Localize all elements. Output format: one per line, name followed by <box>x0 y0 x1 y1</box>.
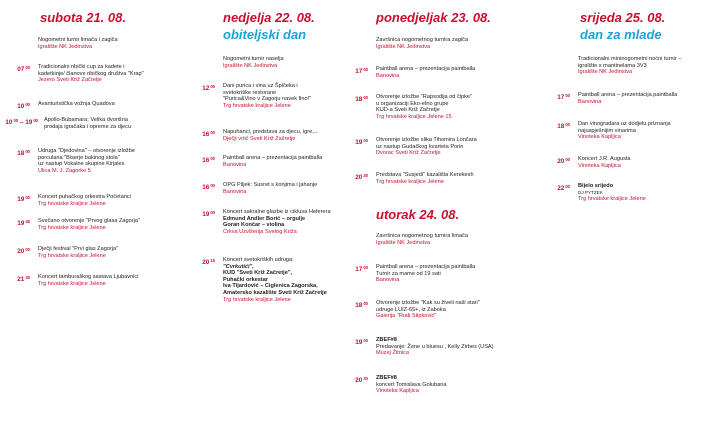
event-location: Dječji vrtić Sveti Križ Začretje <box>223 135 296 142</box>
event-line: Koncert tamburaškog sastava Ljubavnici <box>38 274 139 280</box>
event-line: Avanturistička vožnja Quadova <box>38 101 115 107</box>
event-time: $18^{00}$ <box>355 95 368 103</box>
day-heading: utorak 24. 08. <box>376 207 460 222</box>
event-line: OPG Piljek: Susret s konjima i jahanje <box>223 182 318 188</box>
event-line: Edmund Andler Borić – orgulje <box>223 215 306 222</box>
event-line: "Purica&Vino v Zagorju navek fino!" <box>223 96 312 103</box>
event-line: udruge LUIZ-65+, iz Zaboka <box>376 306 446 313</box>
event-line: Paintball arena – prezentacija paintballa <box>223 155 323 161</box>
event-location: Igralište NK Jedinstva <box>578 69 633 76</box>
day-subtitle: obiteljski dan <box>223 27 307 42</box>
event-location: Jezero Sveti Križ Začretje <box>38 77 102 84</box>
event-line: koncert Tomislava Golubana <box>376 381 447 388</box>
event-line: Dani purica i vina uz Špičeka i <box>223 83 298 89</box>
day-heading: srijeda 25. 08. <box>580 10 666 25</box>
event-time: $20^{30}$ <box>355 376 368 384</box>
event-line: u organizaciji Eko-etno grupe <box>376 100 449 107</box>
event-location: Trg hrvatske kraljice Jelene <box>376 178 444 185</box>
event-time: $16^{00}$ <box>202 183 215 191</box>
day-heading: subota 21. 08. <box>40 10 126 25</box>
event-time: $20^{00}$ <box>17 247 30 255</box>
event-time: $17^{00}$ <box>557 93 570 101</box>
event-line: DJ PYTZEK <box>578 189 603 195</box>
event-line: Dan vinogradara uz dodjelu priznanja <box>578 121 671 127</box>
event-line: kadetkinje/ članove ribičkog društva "Krap" <box>38 70 144 77</box>
event-location: Trg hrvatske kraljice Jelene <box>578 196 646 203</box>
event-time: $20^{15}$ <box>202 258 215 266</box>
event-line: Koncert J.R. Augusta <box>578 156 631 162</box>
event-line: Tradicionalni ribički cup za kadete i <box>38 64 125 70</box>
event-location: Trg hrvatske kraljice Jelene <box>38 200 106 207</box>
event-time: $10^{00}$ <box>17 102 30 110</box>
event-location: Banovina <box>376 277 400 284</box>
event-location: Crkva Uzvišenja Svetog Križa <box>223 228 297 235</box>
event-line: Svečano otvorenje "Prvog glasa Zagorja" <box>38 218 140 224</box>
day-heading: ponedjeljak 23. 08. <box>376 10 491 25</box>
event-time: $19^{45}$ <box>17 219 30 227</box>
event-line: "Cvrkutići", <box>223 263 254 270</box>
event-line: svetokriške restorane <box>223 89 277 96</box>
event-location: Galerija "Rudi Stipković" <box>376 313 437 320</box>
event-time: $10^{00} - 19^{00}$ <box>5 118 38 126</box>
event-line: Predavanje: Žene u bluesu , Kelly Zirbes (USA) <box>376 343 494 350</box>
event-line: Tradicionalni mininogometni noćni turnir – <box>578 56 682 62</box>
event-line: najuspješnijim vinarima <box>578 127 636 134</box>
event-line: prodaja igračaka i opreme za djecu <box>44 123 132 130</box>
event-location: Banovina <box>578 98 602 105</box>
event-time: $17^{00}$ <box>355 265 368 273</box>
event-location: Banovina <box>223 161 247 168</box>
event-line: Dječji festival "Prvi glas Zagorja" <box>38 246 119 252</box>
event-time: $17^{00}$ <box>355 67 368 75</box>
event-line: Koncert puhačkog orkestra Početanci <box>38 194 131 200</box>
event-line: Koncert svetokriških udruga: <box>223 257 294 263</box>
event-line: Turnir za mame od 19 sati <box>376 270 441 277</box>
event-line: ZBEF#8 <box>376 375 397 381</box>
event-location: Banovina <box>223 188 247 195</box>
event-time: $07^{00}$ <box>17 65 30 73</box>
event-time: $16^{00}$ <box>202 156 215 164</box>
event-line: KUD "Sveti Križ Začretje", <box>223 270 293 277</box>
event-time: $19^{00}$ <box>355 338 368 346</box>
event-line: Otvorenje izložbe "Rapsodija od čipke" <box>376 94 473 100</box>
event-time: $18^{00}$ <box>355 301 368 309</box>
event-time: $21^{30}$ <box>17 275 30 283</box>
event-location: Trg hrvatske kraljice Jelene 15 <box>376 113 452 120</box>
event-location: Vinoteka Kapljica <box>578 162 621 169</box>
event-line: Amatersko kazalište Sveti Križ Začretje <box>223 289 327 296</box>
event-line: Napuhanci, predstava za djecu, igre,... <box>223 129 319 135</box>
event-time: $19^{00}$ <box>202 210 215 218</box>
event-line: Apollo-Bubamara: Velika dvorišna <box>44 117 128 123</box>
event-line: Otvorenje izložbe slika Tihomira Lončara <box>376 137 477 143</box>
event-line: KUD-a Sveti Križ Začretje <box>376 107 440 114</box>
event-line: Koncert sakralne glazbe iz ciklusa Heferera <box>223 209 331 215</box>
event-time: $16^{00}$ <box>202 130 215 138</box>
event-time: $18^{00}$ <box>17 149 30 157</box>
event-line: Predstava "Susjedi" kazališta Kerekesh <box>376 172 474 178</box>
event-line: ZBEF#8 <box>376 337 397 343</box>
event-line: Iva Tijardović – Ciglenica Zagorska, <box>223 283 318 290</box>
event-location: Trg hrvatske kraljice Jelene <box>38 252 106 259</box>
day-subtitle: dan za mlade <box>580 27 662 42</box>
event-line: uz nastup Gudačkog kvarteta Porin <box>376 143 464 150</box>
event-time: $20^{00}$ <box>557 157 570 165</box>
event-location: Muzej Žitnica <box>376 350 409 357</box>
event-time: $12^{00}$ <box>202 84 215 92</box>
day-heading: nedjelja 22. 08. <box>223 10 315 25</box>
event-time: $19^{00}$ <box>355 138 368 146</box>
event-location: Trg hrvatske kraljice Jelene <box>38 224 106 231</box>
event-location: Vinoteka Kapljica <box>578 134 621 141</box>
event-location: Dvorac Sveti Križ Začretje <box>376 150 441 157</box>
event-line: Goran Končar – violina <box>223 222 285 229</box>
event-location: Ulica M. J. Zagorke 5 <box>38 167 91 174</box>
event-time: $20^{30}$ <box>355 173 368 181</box>
event-location: Igralište NK Jedinstva <box>38 43 93 50</box>
event-location: Banovina <box>376 72 400 79</box>
event-line: Završnica nogometnog turnira zagiča <box>376 37 469 43</box>
event-line: Udruga "Djedovina" – otvorenje izložbe <box>38 148 135 154</box>
event-location: Trg hrvatske kraljice Jelene <box>223 296 291 303</box>
event-line: Puhački orkestar <box>223 276 269 283</box>
event-location: Igralište NK Jedinstva <box>223 62 278 69</box>
event-line: Paintball arena – prezentacija paintballa <box>376 66 476 72</box>
event-location: Trg hrvatske kraljice Jelene <box>38 280 106 287</box>
event-location: Trg hrvatske kraljice Jelene <box>223 102 291 109</box>
event-line: Nogometni turnir naselja <box>223 56 284 62</box>
event-line: Paintball arena – prezentacija paintballa <box>578 92 678 98</box>
event-line: uz nastup Vokalne skupine Kirjales <box>38 161 125 168</box>
event-line: igralište s mantinelama 3V3 <box>578 62 647 69</box>
event-line: Paintball arena – prezentacija paintballa <box>376 264 476 270</box>
event-line: porculana "Biserje bakinog stola" <box>38 154 120 161</box>
event-location: Vinoteka Kapljica <box>376 388 419 395</box>
event-time: $18^{00}$ <box>557 122 570 130</box>
event-location: Igralište NK Jedinstva <box>376 43 431 50</box>
event-location: Igralište NK Jedinstva <box>376 239 431 246</box>
event-line: Nogometni turnir limača i zagiča <box>38 37 118 43</box>
event-line: Završnica nogometnog turnira limača <box>376 233 469 239</box>
event-time: $19^{00}$ <box>17 195 30 203</box>
event-line: Otvorenje izložbe "Kak su živeli naši stari" <box>376 300 480 306</box>
event-line: Bijelo srijedo <box>578 183 614 189</box>
event-time: $22^{00}$ <box>557 184 570 192</box>
